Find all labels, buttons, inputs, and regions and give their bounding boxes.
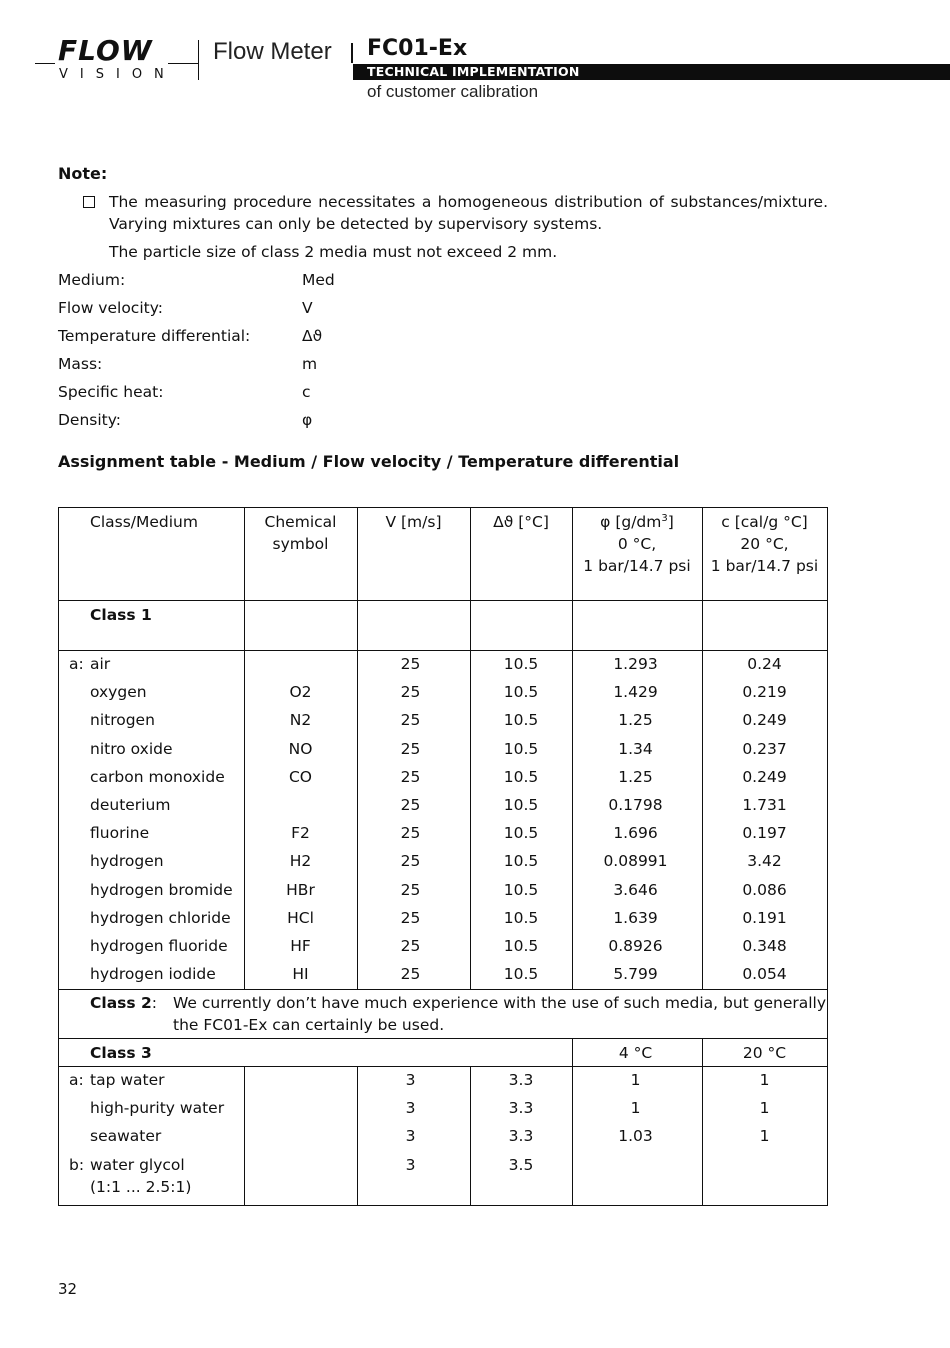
definition-label: Mass:: [58, 355, 103, 373]
row-heat: 0.086: [742, 880, 787, 899]
class3-heat-temp: 20 °C: [742, 1044, 787, 1062]
row-medium: high-purity water: [90, 1099, 225, 1118]
definition-symbol: Δϑ: [302, 327, 323, 345]
definition-label: Medium:: [58, 271, 126, 289]
note-bullet-text: The measuring procedure necessitates a homogeneous distribution of substances/mixture. Varying mixtures can only be detected by supervisory systems.: [109, 193, 828, 233]
row-symbol: HF: [290, 937, 311, 955]
header-density: [572, 511, 702, 533]
row-velocity: 25: [400, 796, 421, 814]
row-medium: deuterium: [90, 796, 171, 814]
definition-symbol: V: [302, 299, 313, 317]
row-medium: hydrogen iodide: [90, 965, 216, 984]
row-density: 1.639: [613, 908, 658, 927]
header-heat-temp: 20 °C,: [740, 535, 789, 553]
row-prefix: a:: [69, 655, 84, 673]
header-density-sup: 3: [661, 512, 668, 524]
section-title: Assignment table - Medium / Flow velocity / Temperature differential: [58, 452, 680, 471]
header-symbol: symbol: [272, 535, 329, 553]
header-separator: [351, 43, 353, 63]
header-density-temp: 0 °C,: [617, 535, 657, 553]
header-banner-text: TECHNICAL IMPLEMENTATION: [367, 64, 580, 79]
row-medium: hydrogen chloride: [90, 908, 231, 927]
header-temp-diff: Δϑ [°C]: [493, 513, 549, 531]
row-temp-diff: 10.5: [503, 937, 539, 955]
row-heat: 0.249: [742, 711, 787, 730]
row-medium: seawater: [90, 1127, 162, 1146]
header-rule-mid: [168, 63, 198, 64]
row-temp-diff: 10.5: [503, 711, 539, 730]
row-velocity: 25: [400, 711, 421, 730]
row-temp-diff: 10.5: [503, 880, 539, 899]
row-medium: tap water: [90, 1071, 165, 1089]
table-rule-bottom: [58, 1205, 828, 1206]
row-symbol: HBr: [286, 880, 315, 899]
row-heat: 1: [759, 1127, 770, 1146]
row-medium: hydrogen: [90, 852, 164, 871]
row-prefix: a:: [69, 1071, 84, 1089]
checkbox-bullet-icon: [83, 196, 95, 208]
assignment-table: [58, 507, 828, 1207]
class2-text: We currently don’t have much experience with the use of such media, but generally: [173, 994, 827, 1012]
note-title: Note:: [58, 164, 108, 183]
col-divider: [244, 1066, 245, 1206]
row-density: 1: [630, 1071, 641, 1089]
row-density: 1.293: [613, 655, 658, 673]
row-velocity: 3: [405, 1099, 416, 1118]
row-temp-diff: 10.5: [503, 683, 539, 702]
row-heat: 0.237: [742, 739, 787, 758]
class3-label: Class 3: [90, 1044, 152, 1062]
row-velocity: 3: [405, 1155, 416, 1174]
row-heat: 3.42: [747, 852, 782, 871]
row-symbol: N2: [289, 711, 312, 730]
row-density: 1.34: [618, 739, 653, 758]
row-medium-detail: (1:1 ... 2.5:1): [90, 1177, 192, 1196]
brand-logo-subtitle: VISION: [59, 67, 176, 82]
row-temp-diff: 10.5: [503, 824, 539, 843]
row-temp-diff: 10.5: [503, 852, 539, 871]
row-velocity: 25: [400, 937, 421, 955]
row-density: 1.25: [618, 767, 653, 786]
row-density: 3.646: [613, 880, 658, 899]
row-heat: 0.054: [742, 965, 787, 984]
header-density-label: φ [g/dm: [600, 513, 662, 531]
row-medium: oxygen: [90, 683, 147, 702]
row-heat: 1.731: [742, 796, 787, 814]
row-velocity: 3: [405, 1127, 416, 1146]
row-temp-diff: 3.3: [508, 1071, 534, 1089]
row-density: 1.429: [613, 683, 658, 702]
model-title: FC01-Ex: [367, 36, 468, 61]
row-medium: carbon monoxide: [90, 767, 225, 786]
table-rule-header: [58, 600, 828, 601]
row-heat: 1: [759, 1099, 770, 1118]
row-temp-diff: 10.5: [503, 796, 539, 814]
row-density: 1: [630, 1099, 641, 1118]
header-density-pressure: 1 bar/14.7 psi: [583, 557, 691, 575]
row-temp-diff: 3.3: [508, 1099, 534, 1118]
brand-logo: FLOW: [58, 34, 153, 67]
row-heat: 0.249: [742, 767, 787, 786]
table-border-left: [58, 507, 59, 1206]
row-velocity: 25: [400, 739, 421, 758]
row-medium: nitro oxide: [90, 739, 173, 758]
header-subtitle: of customer calibration: [367, 82, 539, 101]
row-density: 0.1798: [608, 796, 663, 814]
header-heat-pressure: 1 bar/14.7 psi: [710, 557, 819, 575]
class2-colon: :: [151, 994, 158, 1012]
class1-label: Class 1: [90, 606, 152, 624]
row-velocity: 25: [400, 880, 421, 899]
definition-label: Temperature differential:: [58, 327, 251, 345]
definition-symbol: Med: [302, 271, 335, 289]
row-heat: 1: [759, 1071, 770, 1089]
row-symbol: HCl: [287, 908, 314, 927]
header-velocity: V [m/s]: [385, 513, 442, 531]
row-velocity: 25: [400, 852, 421, 871]
row-density: 1.25: [618, 711, 653, 730]
row-medium: air: [90, 655, 111, 673]
row-symbol: H2: [289, 852, 312, 871]
note-extra-text: The particle size of class 2 media must not exceed 2 mm.: [109, 243, 558, 261]
class3-density-temp: 4 °C: [618, 1044, 653, 1062]
row-heat: 0.191: [742, 908, 787, 927]
row-symbol: NO: [288, 739, 313, 758]
row-temp-diff: 10.5: [503, 767, 539, 786]
row-medium: fluorine: [90, 824, 150, 843]
row-heat: 0.219: [742, 683, 787, 702]
definition-symbol: c: [302, 383, 311, 401]
row-velocity: 25: [400, 655, 421, 673]
table-rule-class3-top: [58, 1038, 828, 1039]
header-medium: Class/Medium: [90, 513, 198, 531]
row-velocity: 25: [400, 767, 421, 786]
header-heat: c [cal/g °C]: [721, 513, 808, 531]
header-density-bracket: ]: [667, 513, 674, 531]
row-heat: 0.348: [742, 937, 787, 955]
row-prefix: b:: [69, 1155, 85, 1174]
row-symbol: CO: [288, 767, 313, 786]
row-temp-diff: 10.5: [503, 655, 539, 673]
row-symbol: F2: [291, 824, 310, 843]
page-number: 32: [58, 1280, 78, 1298]
row-heat: 0.24: [747, 655, 782, 673]
row-medium: hydrogen bromide: [90, 880, 233, 899]
row-velocity: 25: [400, 824, 421, 843]
class2-label-text: Class 2: [90, 994, 152, 1012]
header-chemical: Chemical: [264, 513, 337, 531]
row-symbol: HI: [292, 965, 309, 984]
row-heat: 0.197: [742, 824, 787, 843]
row-velocity: 3: [405, 1071, 416, 1089]
header-divider: [198, 40, 199, 80]
definition-symbol: m: [302, 355, 318, 373]
row-density: 0.08991: [603, 852, 668, 871]
row-medium: nitrogen: [90, 711, 155, 730]
row-temp-diff: 10.5: [503, 965, 539, 984]
row-temp-diff: 10.5: [503, 739, 539, 758]
row-density: 1.03: [618, 1127, 653, 1146]
table-rule-class3-header: [58, 1066, 828, 1067]
row-temp-diff: 10.5: [503, 908, 539, 927]
row-temp-diff: 3.3: [508, 1127, 534, 1146]
class2-label: [90, 992, 157, 1014]
row-density: 0.8926: [608, 937, 663, 955]
class2-text-cont: the FC01-Ex can certainly be used.: [173, 1016, 445, 1034]
table-rule-class1: [58, 650, 828, 651]
row-velocity: 25: [400, 683, 421, 702]
definition-label: Specific heat:: [58, 383, 164, 401]
row-medium: hydrogen fluoride: [90, 937, 228, 955]
header-rule-left: [35, 63, 55, 64]
product-title: Flow Meter: [213, 38, 332, 65]
table-rule-top: [58, 507, 828, 508]
row-density: 1.696: [613, 824, 658, 843]
definition-label: Flow velocity:: [58, 299, 163, 317]
row-temp-diff: 3.5: [508, 1155, 534, 1174]
definition-symbol: φ: [302, 411, 313, 429]
table-border-right: [827, 507, 828, 1206]
row-velocity: 25: [400, 908, 421, 927]
row-symbol: O2: [289, 683, 312, 702]
row-medium: water glycol: [90, 1155, 185, 1174]
row-velocity: 25: [400, 965, 421, 984]
definition-label: Density:: [58, 411, 122, 429]
row-density: 5.799: [613, 965, 658, 984]
table-rule-class2-top: [58, 989, 828, 990]
